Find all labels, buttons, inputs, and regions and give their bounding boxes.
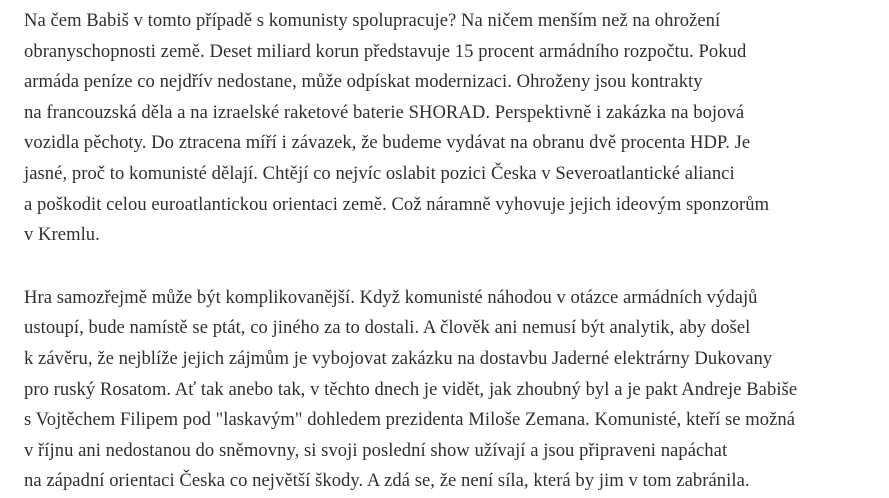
paragraph-line: a poškodit celou euroatlantickou orientaci země. Což náramně vyhovuje jejich ideovým sponzorům [24, 193, 770, 215]
paragraph-line: vozidla pěchoty. Do ztracena míří i závazek, že budeme vydávat na obranu dvě procenta HDP. Je [24, 132, 751, 154]
paragraph-line: obranyschopnosti země. Deset miliard korun představuje 15 procent armádního rozpočtu. Pokud [24, 40, 747, 62]
paragraph-spacing [24, 251, 879, 283]
paragraph-line: k závěru, že nejblíže jejich zájmům je vybojovat zakázku na dostavbu Jaderné elektrárny Dukovany [24, 347, 773, 369]
paragraph-2 [24, 283, 879, 497]
paragraph-line: s Vojtěchem Filipem pod "laskavým" dohledem prezidenta Miloše Zemana. Komunisté, kteří se možná [24, 409, 796, 431]
paragraph-line: Na čem Babiš v tomto případě s komunisty spolupracuje? Na ničem menším než na ohrožení [24, 10, 721, 31]
paragraph-line: na francouzská děla a na izraelské raketové baterie SHORAD. Perspektivně i zakázka na bojová [24, 101, 745, 123]
paragraph-line: jasné, proč to komunisté dělají. Chtějí co nejvíc oslabit pozici Česka v Severoatlantické alianci [24, 162, 735, 184]
paragraph-line: na západní orientaci Česka co největší škody. A zdá se, že není síla, která by jim v tom zabránila. [24, 470, 750, 492]
paragraph-1 [24, 6, 879, 251]
paragraph-line: Hra samozřejmě může být komplikovanější. Když komunisté náhodou v otázce armádních výdajů [24, 286, 758, 308]
paragraph-line: pro ruský Rosatom. Ať tak anebo tak, v těchto dnech je vidět, jak zhoubný byl a je pakt Andreje Babiše [24, 378, 798, 400]
paragraph-line: v Kremlu. [24, 224, 100, 246]
paragraph-line: armáda peníze co nejdřív nedostane, může odpískat modernizaci. Ohroženy jsou kontrakty [24, 71, 703, 93]
paragraph-line: ustoupí, bude namístě se ptát, co jiného za to dostali. A člověk ani nemusí být analytik, aby došel [24, 317, 751, 339]
paragraph-line: v říjnu ani nedostanou do sněmovny, si svoji poslední show užívají a jsou připraveni napáchat [24, 439, 728, 461]
